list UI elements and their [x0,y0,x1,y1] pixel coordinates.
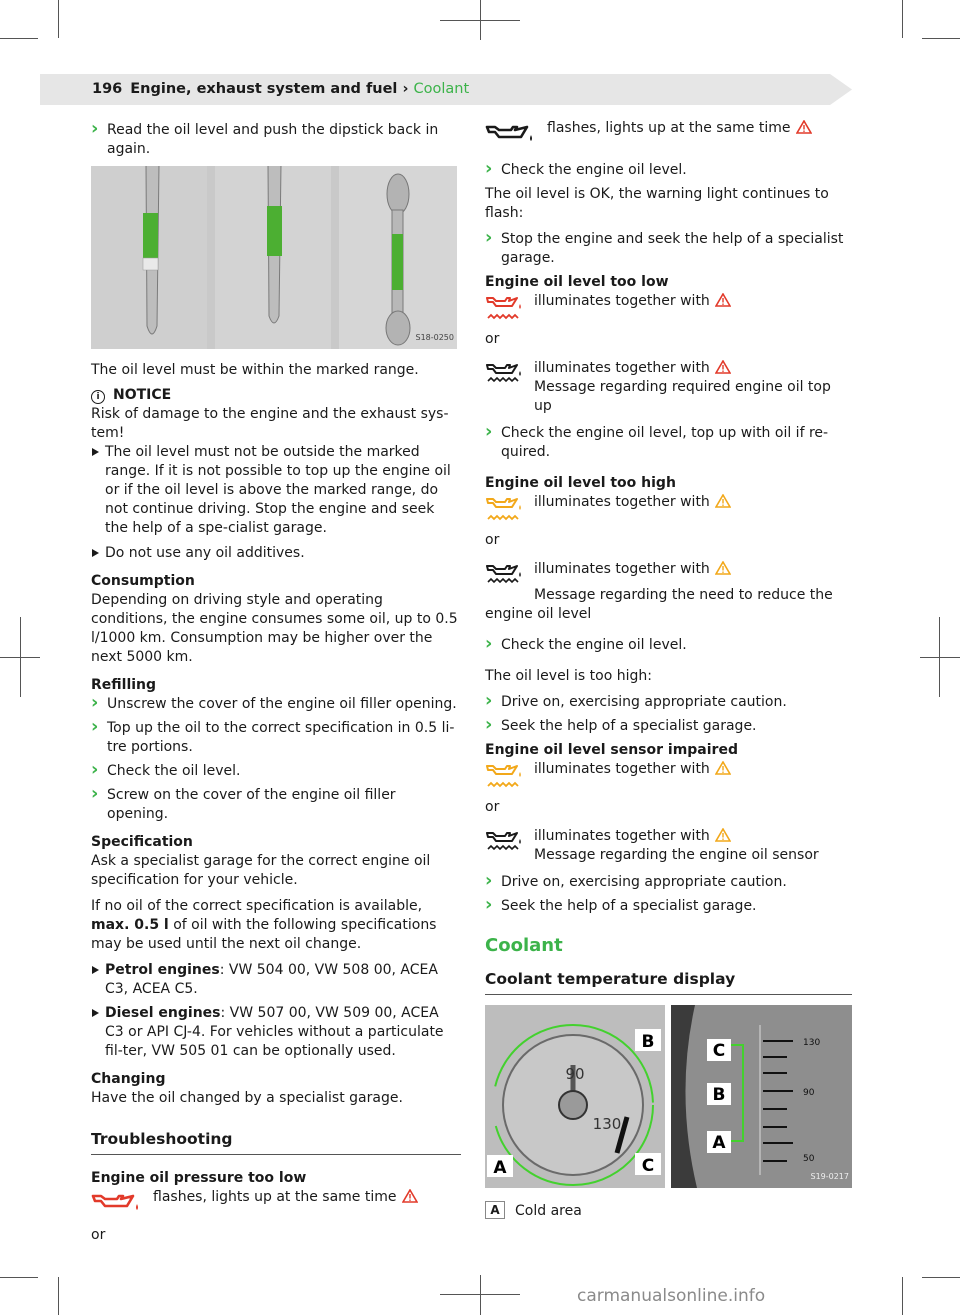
gauge-figure-id: S19-0217 [810,1172,849,1181]
warning-triangle-icon [715,293,731,307]
spec-text: Ask a specialist garage for the correct engine oil specification for your vehicle. [91,853,431,888]
stop-engine: › Stop the engine and seek the help of a specialist garage. [485,230,852,268]
gauge-value-90: 90 [565,1065,585,1083]
troubleshooting-heading: Troubleshooting [91,1130,461,1155]
oil-level-high-yellow-icon [485,493,525,527]
refilling-block [91,676,461,824]
oil-sensor-yellow-icon [485,760,525,794]
gauge-label-a: A [493,1158,507,1178]
low-title: Engine oil level too low [485,274,669,290]
breadcrumb-separator: › [402,81,409,97]
changing-title: Changing [91,1071,166,1087]
warning-triangle-yellow-icon [715,561,731,575]
oil-sensor-icon [485,827,525,861]
breadcrumb [92,80,469,99]
coolant-subheading: Coolant temperature display [485,970,852,995]
gauge2-value-90: 90 [803,1088,815,1098]
refilling-item: › Check the oil level. [91,762,461,781]
changing-block [91,1070,461,1108]
sensor-title: Engine oil level sensor impaired [485,742,738,758]
oil-level-high-icon [485,560,525,594]
petrol-item: Petrol engines: VW 504 00, VW 508 00, ACEA C3, ACEA C5. [91,961,461,999]
pressure-warning-row: flashes, lights up at the same time [91,1188,461,1214]
drive-on: › Drive on, exercising appropriate caution. [485,693,852,712]
notice-item: Do not use any oil additives. [91,544,461,563]
gauge-label-b: B [641,1032,655,1052]
legend-row [485,1201,582,1221]
watermark[interactable]: carmanualsonline.info [577,1286,766,1306]
legend-text: Cold area [515,1203,582,1219]
refilling-item: › Screw on the cover of the engine oil filler opening. [91,786,461,824]
refilling-title: Refilling [91,677,157,693]
coolant-gauge-illustration [485,1005,852,1188]
or-text: or [485,331,500,347]
legend-tag: A [485,1201,505,1219]
pressure-title: Engine oil pressure too low [91,1170,307,1186]
drive-on2: › Drive on, exercising appropriate caution. [485,873,852,892]
low-row-2: illuminates together with Message regarding required engine oil top up [485,359,852,416]
oil-can-icon [485,119,541,145]
notice-block [91,386,461,563]
consumption-text: Depending on driving style and operating conditions, the engine consumes some oil, up to 0.5 l/1000 km. Consumption may be higher over the next 5000 km. [91,592,458,665]
gauge2-value-130: 130 [803,1038,821,1048]
gauge2-value-50: 50 [803,1154,815,1164]
gauge2-label-c: C [712,1041,726,1061]
gauge2-label-a: A [712,1133,726,1153]
high-row-1: illuminates together with [485,493,852,519]
intro-bullet: › Read the oil level and push the dipstick back in again. [91,121,461,159]
dipstick-illustration [91,166,457,349]
oil-level-low-icon [485,359,525,393]
high-row-2: illuminates together with [485,560,852,586]
spec-title: Specification [91,834,193,850]
left-intro [91,121,461,164]
spec-text2: If no oil of the correct specification is available, max. 0.5 l of oil with the following specifications may be used until the next oil change. [91,898,437,952]
changing-text: Have the oil changed by a specialist garage. [91,1090,403,1106]
seek-help2: › Seek the help of a specialist garage. [485,897,852,916]
notice-item: The oil level must not be outside the marked range. If it is not possible to top up the engine oil or if the oil level is above the marked range, do not continue driving. Stop the engine and seek the help of a spe-cialist garage. [91,443,461,538]
warning-triangle-yellow-icon [715,761,731,775]
msg-sensor: Message regarding the engine oil sensor [534,847,819,863]
warning-triangle-yellow-icon [715,494,731,508]
gauge2-label-b: B [712,1085,726,1105]
gauge-label-c: C [641,1156,655,1176]
check-level: › Check the engine oil level. [485,161,852,180]
refilling-item: › Top up the oil to the correct specification in 0.5 li-tre portions. [91,719,461,757]
flash-warning-row: flashes, lights up at the same time [485,119,852,145]
sensor-row-2: illuminates together with Message regarding the engine oil sensor [485,827,852,865]
diesel-item: Diesel engines: VW 507 00, VW 509 00, ACEA C3 or API CJ-4. For vehicles without a particulate fil-ter, VW 505 01 can be optionally used. [91,1004,461,1061]
too-high-text: The oil level is too high: [485,668,652,684]
notice-title: NOTICE [113,387,172,403]
or-text: or [485,532,500,548]
check-level2: › Check the engine oil level. [485,636,852,655]
seek-help: › Seek the help of a specialist garage. [485,717,852,736]
warning-triangle-icon [402,1189,418,1203]
low-row-1: illuminates together with [485,292,852,318]
consumption-block [91,572,461,667]
msg-topup: Message regarding required engine oil top up [534,379,831,414]
range-text: The oil level must be within the marked range. [91,362,419,378]
coolant-heading: Coolant [485,935,563,956]
or-text: or [91,1227,106,1243]
msg-reduce: Message regarding the need to reduce the engine oil level [485,587,833,622]
check-topup: › Check the engine oil level, top up with oil if re-quired. [485,424,852,462]
coolant-gauge-figure [485,1005,852,1188]
ok-flash-text: The oil level is OK, the warning light continues to flash: [485,186,829,221]
warning-triangle-yellow-icon [715,828,731,842]
oil-level-low-red-icon [485,292,525,326]
oil-can-red-icon [91,1188,147,1214]
refilling-item: › Unscrew the cover of the engine oil filler opening. [91,695,461,714]
info-icon: i [91,390,105,404]
warning-triangle-icon [715,360,731,374]
left-body [91,361,461,1245]
gauge-value-130: 130 [592,1115,622,1133]
breadcrumb-current[interactable]: Coolant [413,81,470,97]
consumption-title: Consumption [91,573,195,589]
specification-block [91,833,461,1061]
high-title: Engine oil level too high [485,475,676,491]
dipstick-figure [91,166,457,349]
notice-text: Risk of damage to the engine and the exhaust sys-tem! [91,406,449,441]
warning-triangle-icon [796,120,812,134]
breadcrumb-parent[interactable]: Engine, exhaust system and fuel [130,81,398,97]
right-body [485,119,852,921]
or-text: or [485,799,500,815]
page-number: 196 [92,81,123,97]
dipstick-figure-id: S18-0250 [415,333,454,342]
sensor-row-1: illuminates together with [485,760,852,786]
